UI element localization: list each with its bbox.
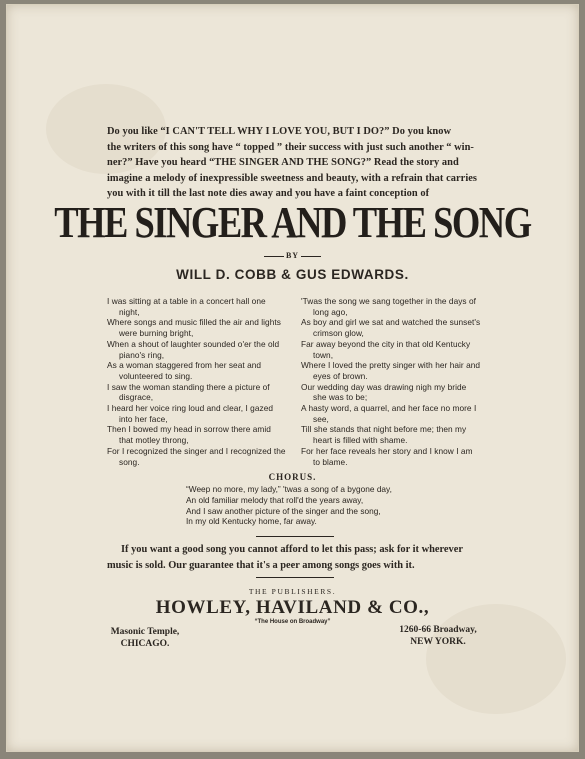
- intro-line: the writers of this song have “ topped ” their success with just such another “ win-: [107, 141, 474, 153]
- intro-paragraph: [107, 124, 483, 202]
- verse-line: Till she stands that night before me; then my heart is filled with shame.: [301, 424, 467, 446]
- publisher-name: HOWLEY, HAVILAND & CO.,: [155, 597, 430, 618]
- closing-line: If you want a good song you cannot afford to let this pass; ask for it wherever: [121, 544, 463, 555]
- paper-sheet: [6, 4, 579, 752]
- verse-line: I heard her voice ring loud and clear, I gazed into her face,: [107, 403, 274, 424]
- closing-paragraph: [107, 542, 483, 573]
- intro-line: ner?” Have you heard “THE SINGER AND THE SONG?” Read the story and: [107, 157, 459, 168]
- verse-right: [301, 296, 481, 467]
- verse-line: I saw the woman standing there a picture of disgrace,: [107, 381, 270, 403]
- chorus-heading: CHORUS.: [268, 472, 317, 482]
- verse-line: 'Twas the song we sang together in the days of long ago,: [301, 296, 476, 317]
- verse-line: I was sitting at a table in a concert hall one night,: [107, 296, 266, 317]
- verse-line: Far away beyond the city in that old Kentucky town,: [301, 338, 471, 360]
- intro-line: Do you like “I CAN'T TELL WHY I LOVE YOU, BUT I DO?” Do you know: [107, 126, 452, 137]
- authors: WILL D. COBB & GUS EDWARDS.: [176, 267, 409, 282]
- intro-line: imagine a melody of inexpressible sweetness and beauty, with a refrain that carries: [107, 172, 478, 184]
- chorus-line: In my old Kentucky home, far away.: [186, 516, 317, 527]
- publishers-label: THE PUBLISHERS.: [248, 587, 337, 596]
- publisher-tagline: “The House on Broadway”: [254, 619, 331, 625]
- divider-top: [256, 536, 334, 537]
- address-line: NEW YORK.: [410, 636, 466, 647]
- verse-line: For I recognized the singer and I recognized the song.: [107, 445, 286, 467]
- by-label: BY: [285, 251, 300, 260]
- by-line: [0, 251, 585, 260]
- chorus-line: “Weep no more, my lady,” 'twas a song of a bygone day,: [186, 484, 392, 494]
- verse-line: Where I loved the pretty singer with her hair and eyes of brown.: [301, 360, 481, 381]
- address-line: CHICAGO.: [120, 638, 170, 649]
- verse-left: [107, 296, 287, 467]
- divider-bottom: [256, 577, 334, 578]
- verse-line: A hasty word, a quarrel, and her face no more I see,: [301, 403, 477, 424]
- chorus: [186, 484, 426, 527]
- verse-line: Then I bowed my head in sorrow there amid that motley throng,: [107, 424, 271, 446]
- by-rule-right: [301, 256, 321, 257]
- verse-line: Our wedding day was drawing nigh my bride she was to be;: [301, 381, 467, 403]
- address-line: Masonic Temple,: [110, 627, 180, 637]
- address-line: 1260-66 Broadway,: [399, 625, 477, 635]
- verse-line: Where songs and music filled the air and lights were burning bright,: [107, 317, 281, 339]
- song-title: THE SINGER AND THE SONG: [54, 198, 531, 247]
- verse-line: As a woman staggered from her seat and volunteered to sing.: [107, 360, 262, 381]
- intro-line: you with it till the last note dies away and you have a faint conception of: [107, 188, 430, 199]
- address-new-york: [392, 625, 484, 648]
- by-rule-left: [264, 256, 284, 257]
- verse-line: For her face reveals her story and I know I am to blame.: [301, 445, 473, 467]
- address-chicago: [105, 627, 185, 650]
- chorus-line: An old familiar melody that roll'd the years away,: [186, 494, 364, 505]
- chorus-line: And I saw another picture of the singer and the song,: [186, 505, 381, 516]
- verse-line: When a shout of laughter sounded o'er the old piano's ring,: [107, 338, 280, 360]
- closing-line: music is sold. Our guarantee that it's a peer among songs goes with it.: [107, 559, 415, 571]
- verse-line: As boy and girl we sat and watched the sunset's crimson glow,: [301, 317, 481, 339]
